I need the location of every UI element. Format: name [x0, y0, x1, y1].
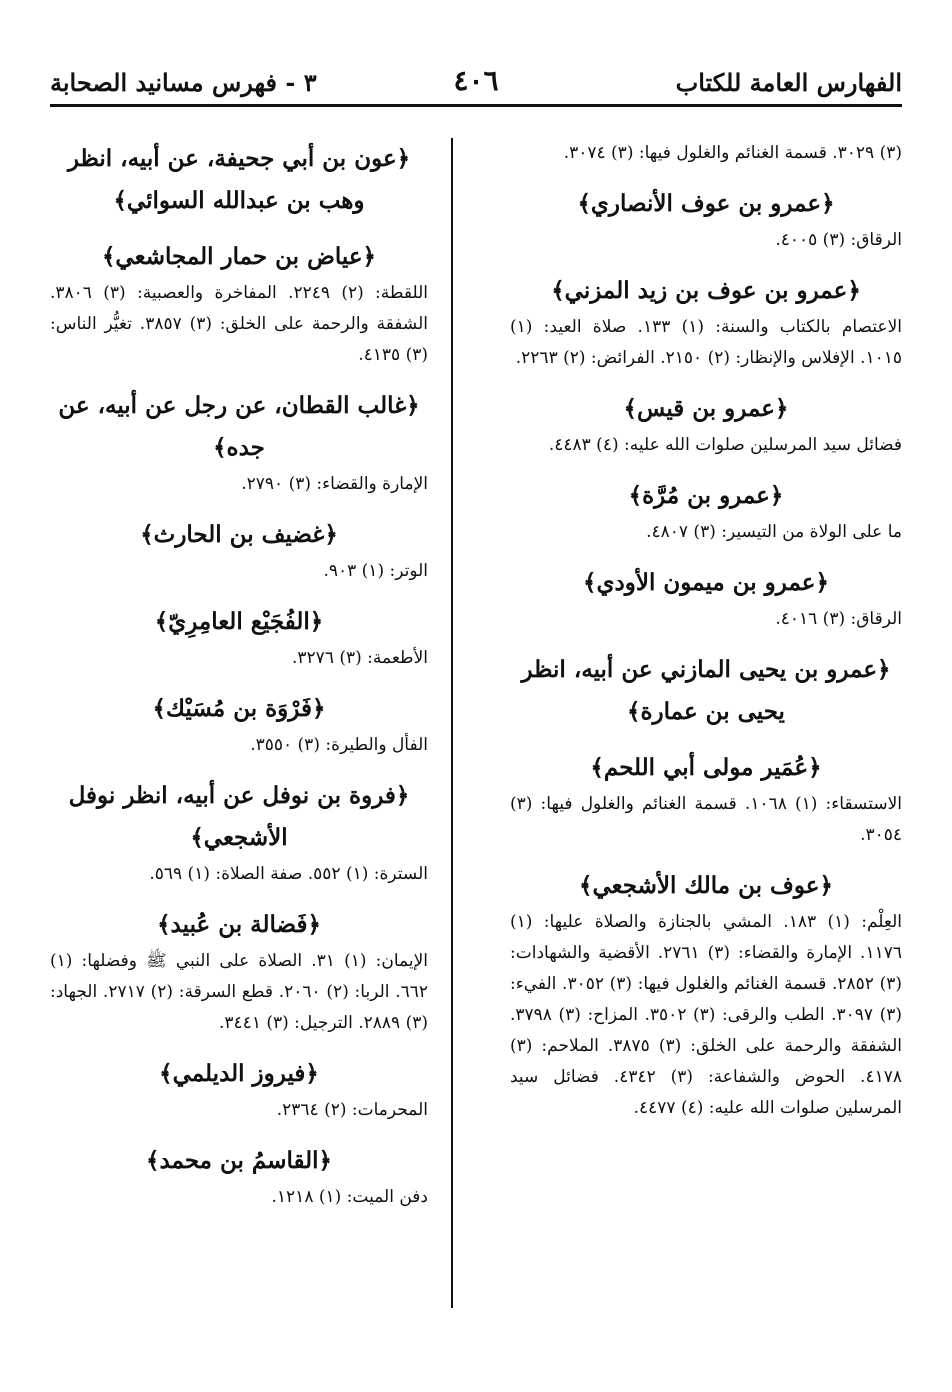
index-entry: [50, 236, 428, 371]
entry-title: ﴿فروة بن نوفل عن أبيه، انظر نوفل الأشجعي﴾: [68, 782, 410, 851]
entry-body: السترة: (١) ٥٥٢. صفة الصلاة: (١) ٥٦٩.: [149, 864, 428, 884]
entry-title: ﴿فَضالة بن عُبيد﴾: [157, 911, 321, 938]
left-column: [50, 138, 428, 1227]
page-number: ٤٠٦: [453, 64, 499, 97]
entry-body: الاعتصام بالكتاب والسنة: (١) ١٣٣. صلاة العيد: (١) ١٠١٥. الإفلاس والإنظار: (٢) ٢١٥٠. الفرائض: (٢) ٢٢٦٣.: [510, 317, 902, 368]
entry-title: ﴿عمرو بن عوف الأنصاري﴾: [577, 190, 835, 217]
entry-body: اللقطة: (٢) ٢٢٤٩. المفاخرة والعصبية: (٣) ٣٨٠٦. الشفقة والرحمة على الخلق: (٣) ٣٨٥٧. تغيُّر الناس: (٣) ٤١٣٥.: [50, 283, 428, 365]
entry-title: ﴿غضيف بن الحارث﴾: [140, 521, 338, 548]
entry-title: ﴿عمرو بن عوف بن زيد المزني﴾: [551, 277, 861, 304]
entry-title: ﴿عوف بن مالك الأشجعي﴾: [579, 872, 833, 899]
entry-title: ﴿عون بن أبي جحيفة، عن أبيه، انظر وهب بن عبدالله السوائي﴾: [67, 145, 411, 214]
entry-body: الفأل والطيرة: (٣) ٣٥٥٠.: [250, 735, 428, 755]
index-entry: [510, 747, 902, 851]
index-entry: [510, 865, 902, 1124]
entry-title: ﴿عُمَير مولى أبي اللحم﴾: [590, 754, 822, 781]
entry-body: ما على الولاة من التيسير: (٣) ٤٨٠٧.: [646, 522, 902, 542]
index-entry: [510, 562, 902, 635]
entry-body: الرقاق: (٣) ٤٠٠٥.: [775, 230, 902, 250]
entry-title: ﴿عمرو بن يحيى المازني عن أبيه، انظر يحيى بن عمارة﴾: [521, 656, 891, 725]
index-entry: [50, 688, 428, 761]
entry-body: الاستسقاء: (١) ١٠٦٨. قسمة الغنائم والغلول فيها: (٣) ٣٠٥٤.: [510, 794, 902, 845]
index-entry: [510, 388, 902, 461]
entry-title: ﴿الفُجَيْع العامِرِيّ﴾: [154, 608, 324, 635]
entry-body: العِلْم: (١) ١٨٣. المشي بالجنازة والصلاة عليها: (١) ١١٧٦. الإمارة والقضاء: (٣) ٢٧٦١. الأقضية والشهادات: (٣) ٢٨٥٢. قسمة الغنائم والغلول فيها: (٣) ٣٠٥٢. الفيء: (٣) ٣٠٩٧. الطب والرقى: (٣) ٣٥٠٢. المزاح: (٣) ٣٧٩٨. الشفقة والرحمة على الخلق: (٣) ٣٨٧٥. الملاحم: (٣) ٤١٧٨. الحوض والشفاعة: (٣) ٤٣٤٢. فضائل سيد المرسلين صلوات الله عليه: (٤) ٤٤٧٧.: [510, 912, 902, 1118]
index-entry: [50, 1053, 428, 1126]
index-entry: [50, 138, 428, 222]
index-entry: [510, 183, 902, 256]
entry-title: ﴿القاسمُ بن محمد﴾: [145, 1147, 333, 1174]
entry-body: المحرمات: (٢) ٢٣٦٤.: [276, 1100, 428, 1120]
entry-title: ﴿عمرو بن ميمون الأودي﴾: [583, 569, 829, 596]
column-divider: [451, 138, 453, 1308]
index-entry: [510, 270, 902, 374]
index-entry: [50, 601, 428, 674]
index-entry: [50, 1140, 428, 1213]
entry-body: الإيمان: (١) ٣١. الصلاة على النبي ﷺ وفضلها: (١) ٦٦٢. الربا: (٢) ٢٠٦٠. قطع السرقة: (٢) ٢٧١٧. الجهاد: (٣) ٢٨٨٩. الترجيل: (٣) ٣٤٤١.: [50, 951, 429, 1033]
entry-title: ﴿عمرو بن مُرَّة﴾: [628, 482, 784, 509]
entry-title: ﴿فَرْوَة بن مُسَيْك﴾: [152, 695, 326, 722]
entry-body: الوتر: (١) ٩٠٣.: [323, 561, 428, 581]
entry-body: الإمارة والقضاء: (٣) ٢٧٩٠.: [241, 474, 428, 494]
index-entry: [50, 904, 428, 1039]
index-entry: [510, 649, 902, 733]
index-entry: [510, 475, 902, 548]
running-head: [50, 62, 902, 102]
continuation-text: (٣) ٣٠٢٩. قسمة الغنائم والغلول فيها: (٣) ٣٠٧٤.: [563, 143, 902, 163]
index-title: ٣ - فهرس مسانيد الصحابة: [50, 68, 317, 97]
entry-title: ﴿عياض بن حمار المجاشعي﴾: [101, 243, 377, 270]
header-rule: [50, 104, 902, 107]
entry-title: ﴿عمرو بن قيس﴾: [623, 395, 789, 422]
right-column: [510, 138, 902, 1138]
index-entry: [50, 775, 428, 890]
index-entry: [50, 514, 428, 587]
entry-title: ﴿غالب القطان، عن رجل عن أبيه، عن جده﴾: [58, 392, 420, 461]
entry-body: الرقاق: (٣) ٤٠١٦.: [775, 609, 902, 629]
index-entry: [50, 385, 428, 500]
entry-title: ﴿فيروز الديلمي﴾: [159, 1060, 319, 1087]
book-section-title: الفهارس العامة للكتاب: [675, 68, 902, 97]
entry-body: الأطعمة: (٣) ٣٢٧٦.: [292, 648, 428, 668]
entry-body: فضائل سيد المرسلين صلوات الله عليه: (٤) ٤٤٨٣.: [548, 435, 902, 455]
entry-body: دفن الميت: (١) ١٢١٨.: [271, 1187, 428, 1207]
